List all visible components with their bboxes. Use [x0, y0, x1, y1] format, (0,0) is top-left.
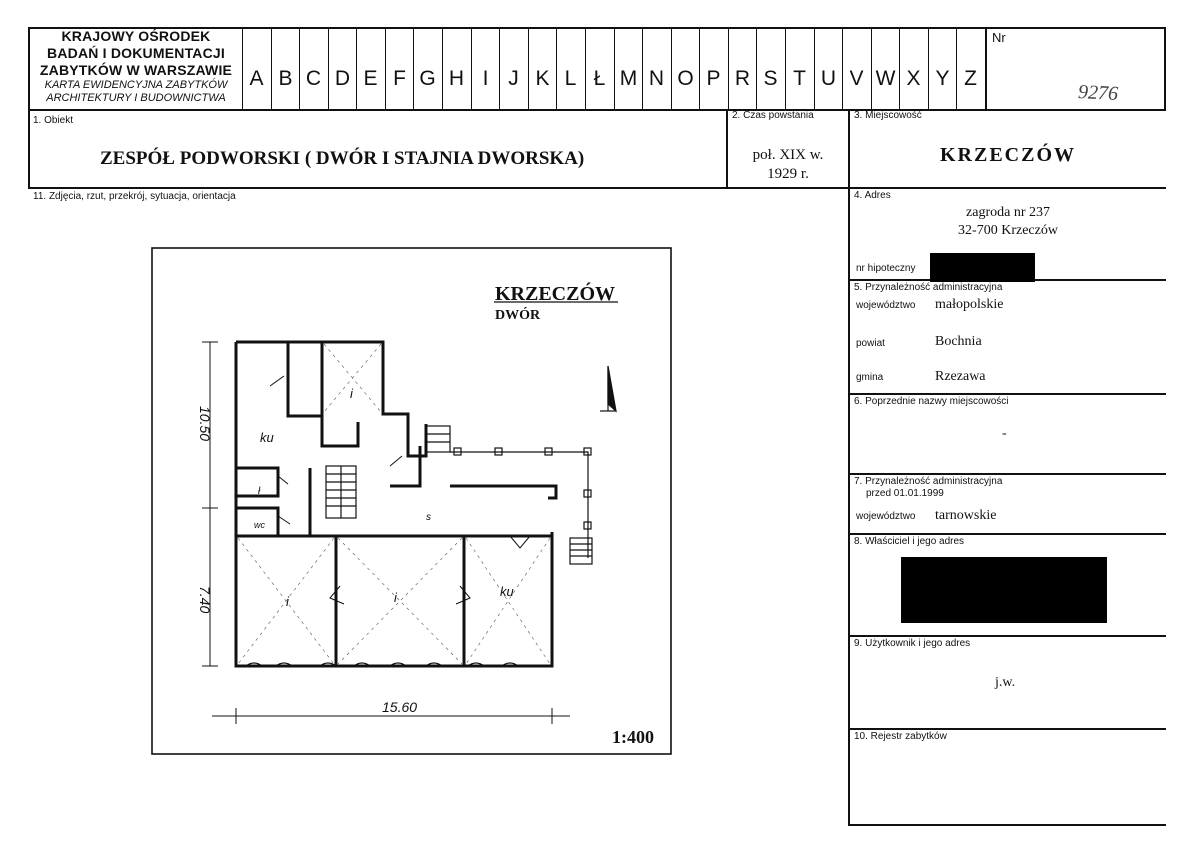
- letter-cell: B: [278, 67, 293, 90]
- letter-cell: X: [906, 67, 921, 90]
- wojewodztwo-label: województwo: [856, 300, 916, 311]
- room-label-l: ł: [258, 486, 261, 497]
- room-label-ku-1: ku: [260, 430, 274, 445]
- plan-subtitle: DWÓR: [495, 308, 541, 323]
- institution-line-2: BADAŃ I DOKUMENTACJI: [47, 45, 225, 61]
- powiat-value: Bochnia: [935, 334, 982, 349]
- nr-value: 9276: [1077, 80, 1119, 106]
- adres-line-2: 32-700 Krzeczów: [958, 223, 1058, 238]
- wojewodztwo-przed-value: tarnowskie: [935, 508, 997, 523]
- powiat-label: powiat: [856, 338, 885, 349]
- letter-cell: Z: [964, 67, 977, 90]
- letter-cell: D: [334, 67, 351, 90]
- letter-cell: I: [482, 67, 489, 90]
- letter-cell: U: [820, 67, 837, 90]
- card-line-2: ARCHITEKTURY I BUDOWNICTWA: [46, 92, 226, 104]
- miejscowosc-label: 3. Miejscowość: [854, 110, 922, 121]
- plan-frame: [152, 248, 671, 754]
- institution-line-3: ZABYTKÓW W WARSZAWIE: [39, 62, 233, 78]
- letter-cell: E: [363, 67, 378, 90]
- adres-value: [850, 204, 1166, 240]
- rule-after-uzytkownik: [848, 728, 1166, 730]
- obiekt-label: 1. Obiekt: [33, 115, 74, 126]
- przynaleznosc-label: 5. Przynależność administracyjna: [854, 282, 1003, 293]
- plan-dim-width: 15.60: [382, 699, 418, 715]
- redaction-hipoteczny: [930, 253, 1035, 282]
- room-label-i-2: i: [286, 594, 289, 609]
- letter-cell: G: [419, 67, 436, 90]
- north-arrow-icon: [600, 366, 616, 411]
- plan-title: KRZECZÓW: [495, 283, 616, 305]
- room-label-i-3: i: [394, 590, 397, 605]
- institution-block: [30, 28, 242, 110]
- rule-after-przynaleznosc: [848, 393, 1166, 395]
- room-label-ku-2: ku: [500, 584, 514, 599]
- institution-line-1: KRAJOWY OŚRODEK: [61, 28, 211, 44]
- row1-bottom: [28, 187, 1166, 189]
- letter-cell: Y: [935, 67, 950, 90]
- hipoteczny-label: nr hipoteczny: [856, 263, 916, 274]
- rule-after-wlasciciel: [848, 635, 1166, 637]
- letter-cell: J: [508, 67, 519, 90]
- czas-label: 2. Czas powstania: [732, 110, 814, 121]
- letter-cell: P: [706, 67, 721, 90]
- wojewodztwo-przed-label: województwo: [856, 511, 916, 522]
- letter-cell: F: [393, 67, 406, 90]
- floor-plan-svg: [150, 246, 673, 756]
- gmina-value: Rzezawa: [935, 369, 986, 384]
- czas-value: [728, 146, 848, 184]
- floor-plan-drawing: [150, 246, 673, 756]
- nr-divider: [985, 27, 987, 111]
- plan-diagonals: [238, 344, 550, 664]
- redaction-wlasciciel: [901, 557, 1107, 623]
- przynaleznosc-przed-label-1: 7. Przynależność administracyjna: [854, 476, 1003, 487]
- letter-cell: H: [448, 67, 465, 90]
- czas-value-2: 1929 r.: [767, 166, 809, 182]
- letter-cell: V: [849, 67, 864, 90]
- gmina-label: gmina: [856, 372, 884, 383]
- wojewodztwo-value: małopolskie: [935, 297, 1004, 312]
- letter-cell: A: [249, 67, 264, 90]
- letter-cell: W: [875, 67, 896, 90]
- letter-cell: C: [305, 67, 322, 90]
- rule-bottom: [848, 824, 1166, 826]
- letter-cell: K: [535, 67, 550, 90]
- poprzednie-value: -: [1002, 426, 1007, 441]
- wlasciciel-label: 8. Właściciel i jego adres: [854, 536, 965, 547]
- rule-after-przed: [848, 533, 1166, 535]
- letter-cell: S: [763, 67, 778, 90]
- letter-cell: Ł: [593, 67, 606, 90]
- plan-walls: [236, 342, 556, 666]
- plan-dim-lower: 7.40: [197, 586, 213, 614]
- letter-cell: M: [619, 67, 638, 90]
- card-line-1: KARTA EWIDENCYJNA ZABYTKÓW: [44, 79, 228, 91]
- adres-line-1: zagroda nr 237: [966, 205, 1050, 220]
- czas-value-1: poł. XIX w.: [752, 147, 824, 163]
- room-label-i-1: i: [350, 386, 353, 401]
- poprzednie-label: 6. Poprzednie nazwy miejscowości: [854, 396, 1009, 407]
- zdjecia-label: 11. Zdjęcia, rzut, przekrój, sytuacja, orientacja: [33, 191, 236, 202]
- letter-cell: N: [648, 67, 665, 90]
- room-label-wc: wc: [254, 520, 265, 530]
- plan-dim-upper: 10.50: [197, 406, 213, 442]
- przynaleznosc-przed-label-2: przed 01.01.1999: [866, 488, 944, 499]
- plan-scale: 1:400: [612, 727, 654, 747]
- rule-after-poprzednie: [848, 473, 1166, 475]
- uzytkownik-value: j.w.: [995, 675, 1016, 690]
- miejscowosc-value: KRZECZÓW: [939, 144, 1077, 166]
- letter-cell: L: [564, 67, 577, 90]
- uzytkownik-label: 9. Użytkownik i jego adres: [854, 638, 971, 649]
- rejestr-label: 10. Rejestr zabytków: [854, 731, 947, 742]
- frame-left: [28, 111, 30, 188]
- room-label-s: s: [426, 512, 431, 523]
- letter-cell: O: [677, 67, 694, 90]
- nr-label: Nr: [992, 30, 1006, 45]
- letter-cell: T: [793, 67, 806, 90]
- obiekt-value: ZESPÓŁ PODWORSKI ( DWÓR I STAJNIA DWORSKA): [100, 148, 585, 169]
- adres-label: 4. Adres: [854, 190, 891, 201]
- letter-cell: R: [734, 67, 751, 90]
